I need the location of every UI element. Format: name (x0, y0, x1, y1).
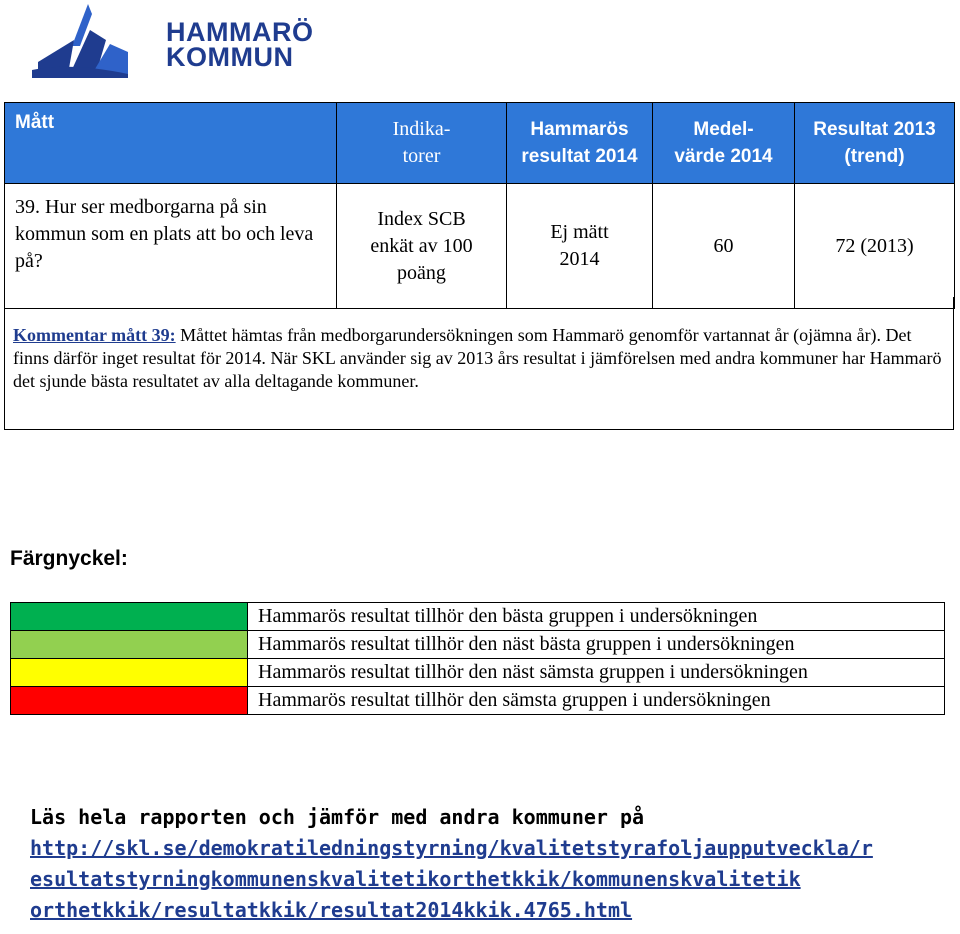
color-swatch (11, 659, 248, 687)
color-swatch (11, 631, 248, 659)
report-link-line-1[interactable]: http://skl.se/demokratiledningstyrning/kvalitetstyrafoljaupputveckla/r (30, 836, 873, 860)
logo-line-2: KOMMUN (166, 42, 294, 72)
table-header-row (5, 103, 955, 184)
color-key-table (10, 602, 945, 715)
color-swatch (11, 603, 248, 631)
hammaro-kommun-logo (30, 0, 314, 80)
color-key-row (11, 631, 945, 659)
question-cell: 39. Hur ser medborgarna på sin kommun som en plats att bo och leva på? (5, 184, 337, 309)
trend-cell: 72 (2013) (795, 184, 955, 309)
comment-text-a: Måttet hämtas från medborgarundersökningen som Hammarö genomför vartannat år (ojämna år). Det finns därför inget resultat för 2014. (13, 325, 912, 368)
metrics-table (4, 102, 955, 309)
color-key-title: Färgnyckel: (10, 547, 128, 570)
logo-emblem-icon (30, 0, 130, 80)
average-cell: 60 (653, 184, 795, 309)
report-footer (30, 802, 950, 926)
color-key-text: Hammarös resultat tillhör den näst bästa gruppen i undersökningen (248, 631, 945, 659)
header-matt: Mått (5, 103, 337, 184)
comment-label: Kommentar mått 39: (13, 325, 176, 345)
color-key-row (11, 659, 945, 687)
comment-box (4, 297, 954, 430)
color-swatch (11, 687, 248, 715)
header-resultat-trend: Resultat 2013 (trend) (795, 103, 955, 184)
color-key-row (11, 603, 945, 631)
table-row (5, 184, 955, 309)
header-medelvarde: Medel- värde 2014 (653, 103, 795, 184)
report-link-line-2[interactable]: esultatstyrningkommunenskvalitetikorthetkkik/kommunenskvalitetik (30, 867, 801, 891)
header-hammaros-resultat: Hammarös resultat 2014 (507, 103, 653, 184)
indicator-cell: Index SCB enkät av 100 poäng (337, 184, 507, 309)
report-link-line-3[interactable]: orthetkkik/resultatkkik/resultat2014kkik.4765.html (30, 898, 633, 922)
color-key-text: Hammarös resultat tillhör den näst sämsta gruppen i undersökningen (248, 659, 945, 687)
logo-line-1: HAMMARÖ (166, 17, 314, 47)
hammaro-result-cell: Ej mätt 2014 (507, 184, 653, 309)
comment-text-b: När SKL använder sig av 2013 års resultat i jämförelsen med andra kommuner har Hammarö det sjunde bästa resultatet av alla deltagande kommuner. (13, 348, 942, 391)
footer-heading: Läs hela rapporten och jämför med andra kommuner på (30, 805, 645, 829)
color-key-text: Hammarös resultat tillhör den sämsta gruppen i undersökningen (248, 687, 945, 715)
color-key-text: Hammarös resultat tillhör den bästa gruppen i undersökningen (248, 603, 945, 631)
color-key-row (11, 687, 945, 715)
header-indikatorer: Indika- torer (337, 103, 507, 184)
